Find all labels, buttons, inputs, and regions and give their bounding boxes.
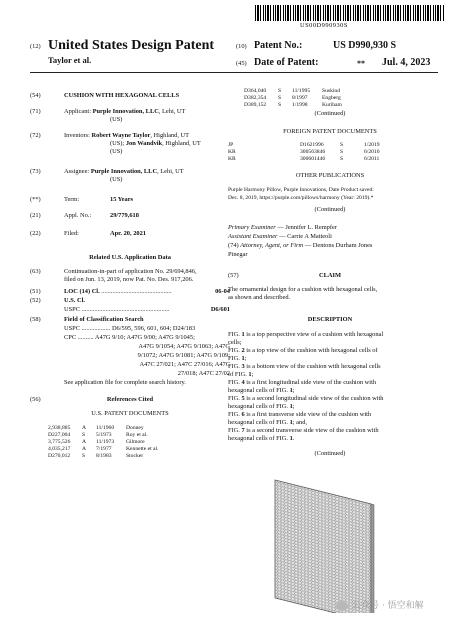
desc-text: FIG.: [228, 411, 242, 418]
desc-text: ;: [292, 387, 295, 394]
ref-date: 11/1960: [96, 425, 115, 431]
foreign-doc-row: [228, 156, 438, 163]
us-patent-doc-row: [48, 432, 238, 439]
field-search-line-6: 27/018; A47C 27/02: [177, 370, 230, 377]
invention-title: CUSHION WITH HEXAGONAL CELLS: [64, 92, 180, 99]
loc-label: LOC (14) Cl.: [64, 288, 100, 295]
field-search-line-3: A47G 9/1054; A47G 9/1063; A47G: [138, 343, 230, 350]
description-line: [228, 339, 440, 347]
fig-number: 5: [241, 395, 245, 402]
claim-line-2: as shown and described.: [228, 294, 291, 301]
us-patent-doc-row: [48, 425, 238, 432]
term-stars: **: [357, 59, 365, 68]
ref-kind: A: [82, 439, 87, 445]
description-line: [228, 331, 440, 339]
term-value: 15 Years: [110, 196, 134, 203]
attorney-value: — Dentons Durham Jones: [303, 242, 373, 249]
foreign-country: KR: [228, 149, 236, 155]
desc-text: is a bottom view of the cushion with hexagonal cells: [244, 363, 381, 370]
inventor-1-country: (US);: [110, 140, 126, 147]
foreign-country: JP: [228, 142, 234, 148]
field-search-line-5: A47C 27/021; A47C 27/016; A47C: [139, 361, 230, 368]
field-code-12: (12): [30, 43, 41, 50]
us-patent-doc-row: [48, 446, 238, 453]
assistant-examiner-line: [228, 233, 332, 241]
other-pubs-continued-note: (Continued): [314, 206, 346, 213]
uspc-dots: .......................................................: [80, 306, 170, 313]
claim-heading: CLAIM: [318, 272, 341, 279]
desc-text: ;: [292, 403, 295, 410]
uspc-label: USPC: [64, 306, 80, 313]
field-code-71: (71): [30, 108, 41, 115]
description-line: [228, 395, 440, 403]
us-patent-docs-list: [48, 425, 238, 460]
ref-kind: A: [82, 446, 87, 452]
description-line: [228, 379, 440, 387]
ref-number: 3,775,526: [48, 439, 71, 445]
cushion-drawing: [247, 473, 397, 613]
fig-number: 1: [289, 403, 293, 410]
uspc-line: [64, 306, 169, 314]
patent-title: United States Design Patent: [48, 38, 215, 53]
ref-name: Stocker: [126, 453, 144, 459]
ref-name: Kennette et al.: [126, 446, 159, 452]
field-code-56: (56): [30, 396, 41, 403]
applicant-place: , Lehi, UT: [158, 108, 186, 115]
desc-text: is a top view of the cushion with hexagonal cells of: [244, 347, 378, 354]
attorney-label: Attorney, Agent, or Firm: [240, 242, 304, 249]
fig-number: 1: [289, 387, 293, 394]
inventor-2-country: (US): [110, 148, 123, 155]
field-code-63: (63): [30, 268, 41, 275]
foreign-kind: S: [340, 142, 344, 148]
ref-kind: A: [82, 425, 87, 431]
foreign-docs-list: [228, 142, 438, 163]
inventor-2-name: Jon Wandvik: [125, 140, 163, 147]
ref-number: D389,152: [244, 102, 267, 108]
claim-line-1: The ornamental design for a cushion with hexagonal cells,: [228, 286, 378, 293]
assignee-name: Purple Innovation, LLC: [90, 168, 158, 175]
fig-number: 4: [241, 379, 245, 386]
ref-name: Donney: [126, 425, 144, 431]
fig-number: 3: [241, 363, 245, 370]
field-code-54: (54): [30, 92, 41, 99]
watermark: [336, 598, 424, 611]
patent-no-label: Patent No.:: [254, 40, 303, 51]
desc-text: hexagonal cells of FIG.: [228, 419, 290, 426]
desc-text: FIG.: [228, 395, 242, 402]
primary-examiner-value: — Jennifer L. Rempfer: [275, 224, 337, 231]
assignee-line: [64, 168, 184, 176]
foreign-kind: S: [340, 149, 344, 155]
attorney-code: (74): [228, 242, 239, 249]
appl-no-label: Appl. No.:: [64, 212, 92, 219]
us-patent-doc-row: [244, 102, 434, 109]
ref-date: 5/1973: [96, 432, 112, 438]
us-patent-docs-heading: U.S. PATENT DOCUMENTS: [91, 410, 169, 417]
desc-text: ; and,: [292, 419, 307, 426]
assistant-examiner-value: — Carrie A Matteoli: [277, 233, 332, 240]
description-line: [228, 419, 440, 427]
inventors-line-1: [64, 132, 189, 140]
loc-value: 06-04: [215, 288, 230, 295]
other-publication-line-1: Purple Harmony Pillow, Purple Innovations, Date Product saved:: [228, 187, 374, 193]
us-patent-doc-row: [244, 88, 434, 95]
description-line: [228, 387, 440, 395]
date-of-patent: Jul. 4, 2023: [382, 57, 431, 68]
header-rule: [30, 72, 438, 73]
foreign-doc-row: [228, 149, 438, 156]
desc-text: FIG.: [228, 355, 242, 362]
desc-text: is a first transverse side view of the cushion with: [244, 411, 372, 418]
field-code-58: (58): [30, 316, 41, 323]
applicant-line: [64, 108, 185, 116]
ref-kind: S: [82, 432, 86, 438]
us-patent-doc-row: [48, 439, 238, 446]
desc-text: FIG.: [228, 347, 242, 354]
desc-text: is a second longitudinal side view of the cushion with: [244, 395, 384, 402]
ref-number: 2,938,885: [48, 425, 71, 431]
search-history-note: See application file for complete search history.: [64, 379, 186, 386]
loc-dots: ............................................: [99, 288, 172, 295]
fig-number: 2: [241, 347, 245, 354]
uspc-value: D6/601: [210, 306, 230, 313]
desc-text: of FIG.: [228, 371, 249, 378]
description-line: [228, 411, 440, 419]
wechat-icon: [336, 601, 348, 611]
ref-name: Gilmore: [126, 439, 145, 445]
other-publications-heading: OTHER PUBLICATIONS: [295, 172, 365, 179]
fig-number: 6: [241, 411, 245, 418]
ref-name: Engberg: [322, 95, 341, 101]
desc-text: is a top perspective view of a cushion with hexagonal: [244, 331, 384, 338]
desc-text: FIG.: [228, 427, 242, 434]
us-patent-doc-row: [48, 453, 238, 460]
patent-number: US D990,930 S: [333, 40, 397, 51]
foreign-date: 6/2011: [364, 156, 380, 162]
foreign-kind: S: [340, 156, 344, 162]
fig-number: 1: [289, 419, 293, 426]
us-patent-docs-continued: [244, 88, 434, 109]
us-cl-label: U.S. Cl.: [64, 297, 85, 304]
ref-number: D364,040: [244, 88, 267, 94]
description-body: [228, 331, 440, 443]
assignee-place: , Lehi, UT: [157, 168, 184, 175]
assistant-examiner-label: Assistant Examiner: [228, 233, 278, 240]
ref-date: 11/1973: [96, 439, 115, 445]
inventor-short: Taylor et al.: [48, 55, 92, 65]
loc-classification: [64, 288, 172, 296]
field-code-45: (45): [236, 60, 247, 67]
field-code-72: (72): [30, 132, 41, 139]
ref-date: 8/1983: [96, 453, 112, 459]
field-code-52: (52): [30, 297, 41, 304]
ref-date: 11/1995: [292, 88, 311, 94]
ref-kind: S: [82, 453, 86, 459]
field-search-line-1: USPC .................. D6/595, 596, 601, 604; D24/183: [64, 325, 196, 332]
ref-date: 7/1977: [96, 446, 112, 452]
ref-kind: S: [278, 95, 282, 101]
description-line: [228, 427, 440, 435]
description-line: [228, 403, 440, 411]
field-code-51: (51): [30, 288, 41, 295]
field-code-term: (**): [30, 196, 41, 203]
us-docs-continued-note: (Continued): [314, 110, 346, 117]
related-data-heading: Related U.S. Application Data: [89, 254, 171, 261]
fig-number: 1: [241, 331, 245, 338]
references-cited-heading: References Cited: [106, 396, 154, 403]
ref-date: 1/1998: [292, 102, 308, 108]
foreign-docs-heading: FOREIGN PATENT DOCUMENTS: [283, 128, 377, 135]
claim-code: (57): [228, 272, 239, 279]
foreign-doc-row: [228, 142, 438, 149]
fig-number: 7: [241, 427, 245, 434]
assignee-country: (US): [110, 176, 123, 183]
applicant-country: (US): [110, 116, 123, 123]
applicant-name: Purple Innovation, LLC: [92, 108, 159, 115]
assignee-label: Assignee:: [64, 168, 90, 175]
desc-text: cells;: [228, 339, 242, 346]
field-search-label: Field of Classification Search: [64, 316, 144, 323]
primary-examiner-label: Primary Examiner: [228, 224, 276, 231]
ref-number: D270,012: [48, 453, 71, 459]
continuation-line-1: Continuation-in-part of application No. 29/694,846,: [64, 268, 197, 275]
foreign-country: KR: [228, 156, 236, 162]
attorney-value-2: Pinegar: [228, 251, 248, 258]
ref-number: D382,354: [244, 95, 267, 101]
inventor-1-name: Robert Wayne Taylor: [91, 132, 151, 139]
applicant-label: Applicant:: [64, 108, 91, 115]
attorney-line: [228, 242, 372, 250]
desc-text: FIG.: [228, 379, 242, 386]
field-code-10: (10): [236, 43, 247, 50]
ref-number: 4,035,217: [48, 446, 71, 452]
filed-value: Apr. 20, 2021: [110, 230, 146, 237]
date-of-patent-label: Date of Patent:: [254, 57, 319, 68]
appl-no-value: 29/779,618: [110, 212, 139, 219]
desc-text: FIG.: [228, 363, 242, 370]
foreign-number: 300601446: [300, 156, 326, 162]
foreign-number: D1621996: [300, 142, 324, 148]
desc-text: .: [292, 435, 295, 442]
ref-kind: S: [278, 88, 282, 94]
field-code-22: (22): [30, 230, 41, 237]
inventor-2-place: , Highland, UT: [162, 140, 201, 147]
term-label: Term:: [64, 196, 80, 203]
ref-name: Kuriham: [322, 102, 342, 108]
description-line: [228, 371, 440, 379]
description-heading: DESCRIPTION: [307, 316, 353, 323]
fig-number: 1: [289, 435, 293, 442]
inventors-line-2: [110, 140, 201, 148]
field-code-73: (73): [30, 168, 41, 175]
inventors-label: Inventors:: [64, 132, 90, 139]
primary-examiner-line: [228, 224, 337, 232]
watermark-text: 公众号 · 悟空和解: [352, 601, 424, 611]
desc-text: hexagonal cells of FIG.: [228, 435, 290, 442]
description-line: [228, 435, 440, 443]
description-line: [228, 347, 440, 355]
other-publication-line-2: Dec. 8, 2019, https://purple.com/pillows/harmony (Year: 2019).*: [228, 195, 374, 201]
us-patent-doc-row: [244, 95, 434, 102]
desc-text: ;: [251, 371, 254, 378]
ref-kind: S: [278, 102, 282, 108]
field-search-line-2: CPC .......... A47G 9/10; A47G 9/00; A47G 9/1045;: [64, 334, 195, 341]
continuation-line-2: filed on Jun. 13, 2019, now Pat. No. Des. 917,206.: [64, 276, 194, 283]
description-continued-note: (Continued): [314, 450, 346, 457]
description-line: [228, 355, 440, 363]
field-search-line-4: 9/1072; A47G 9/1081; A47G 9/109;: [137, 352, 230, 359]
foreign-date: 6/2010: [364, 149, 380, 155]
filed-label: Filed:: [64, 230, 79, 237]
ref-name: Suskind: [322, 88, 341, 94]
desc-text: ;: [244, 355, 247, 362]
desc-text: is a first longitudinal side view of the cushion with: [244, 379, 377, 386]
desc-text: is a second transverse side view of the cushion with: [244, 427, 379, 434]
fig-number: 1: [248, 371, 252, 378]
inventor-1-place: , Highland, UT: [150, 132, 190, 139]
desc-text: FIG.: [228, 331, 242, 338]
desc-text: hexagonal cells of FIG.: [228, 387, 290, 394]
barcode: [255, 5, 445, 21]
document-number: US00D990930S: [300, 22, 348, 29]
fig-number: 1: [241, 355, 245, 362]
foreign-number: 300563846: [300, 149, 326, 155]
ref-name: Roy et al.: [126, 432, 148, 438]
foreign-date: 1/2019: [364, 142, 380, 148]
desc-text: hexagonal cells of FIG.: [228, 403, 290, 410]
ref-date: 8/1997: [292, 95, 308, 101]
description-line: [228, 363, 440, 371]
ref-number: D227,004: [48, 432, 71, 438]
field-code-21: (21): [30, 212, 41, 219]
